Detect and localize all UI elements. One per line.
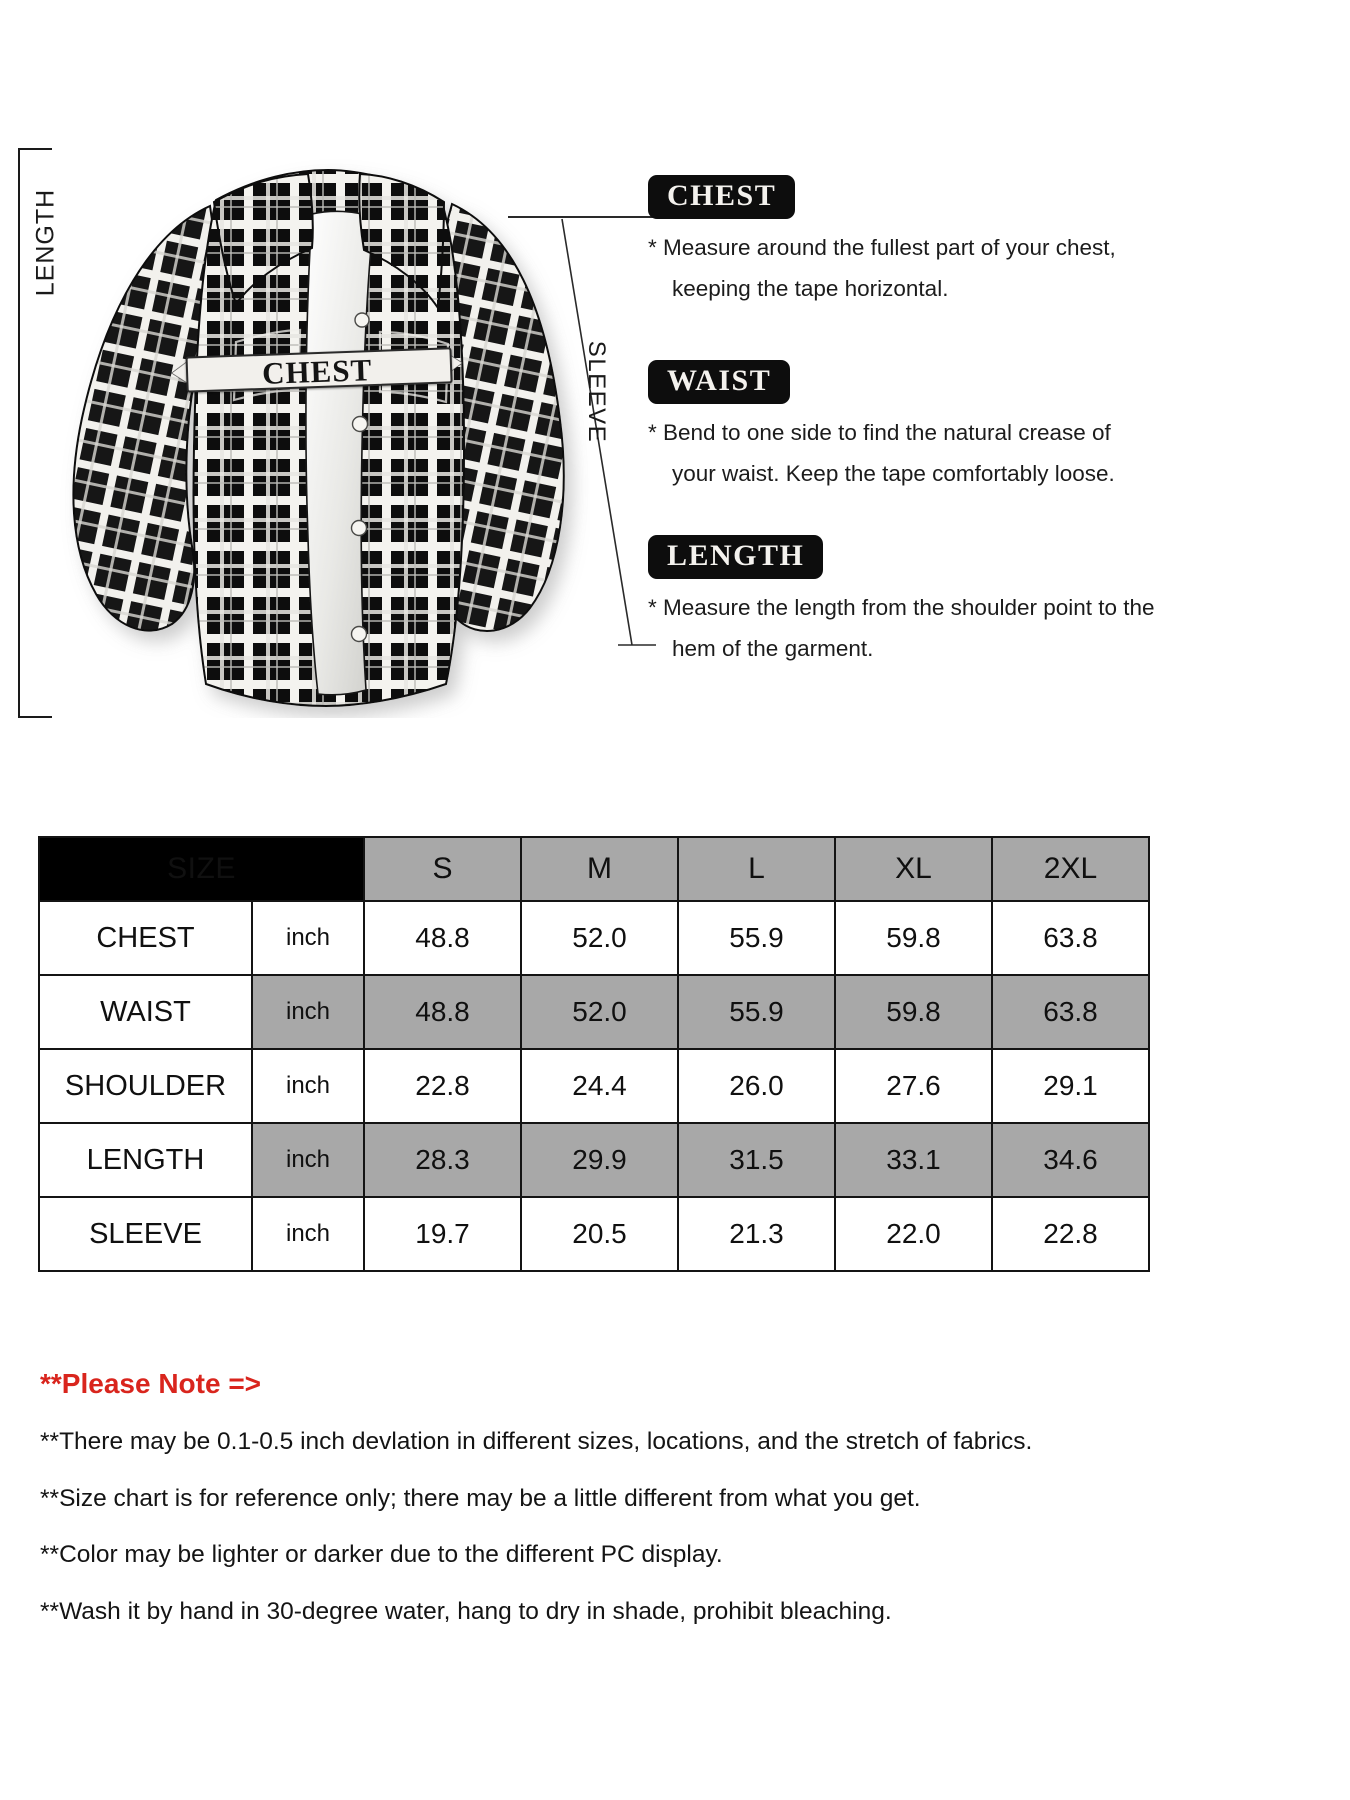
- cell-chest-2xl: 63.8: [992, 901, 1149, 975]
- cell-chest-s: 48.8: [364, 901, 521, 975]
- measure-block-chest: [648, 175, 1116, 310]
- cell-chest-l: 55.9: [678, 901, 835, 975]
- chest-instruction: [648, 227, 1116, 310]
- note-line-color: **Color may be lighter or darker due to the different PC display.: [40, 1541, 723, 1568]
- cell-shoulder-2xl: 29.1: [992, 1049, 1149, 1123]
- note-line-wash-care: **Wash it by hand in 30-degree water, hang to dry in shade, prohibit bleaching.: [40, 1597, 892, 1625]
- header-size-xl: XL: [835, 837, 992, 901]
- length-tag: LENGTH: [648, 535, 823, 579]
- chest-tape-label: CHEST: [261, 352, 373, 391]
- table-row: [39, 1123, 1149, 1197]
- length-axis-label: LENGTH: [31, 188, 60, 297]
- length-caliper-top-tick: [18, 148, 52, 150]
- row-unit-shoulder: inch: [252, 1049, 364, 1123]
- header-size-2xl: 2XL: [992, 837, 1149, 901]
- cell-sleeve-l: 21.3: [678, 1197, 835, 1271]
- cell-chest-m: 52.0: [521, 901, 678, 975]
- cell-sleeve-s: 19.7: [364, 1197, 521, 1271]
- cell-length-2xl: 34.6: [992, 1123, 1149, 1197]
- size-chart-table: [38, 836, 1150, 1272]
- cell-shoulder-l: 26.0: [678, 1049, 835, 1123]
- length-instruction-line1: * Measure the length from the shoulder point to the: [648, 594, 1155, 620]
- table-row: [39, 1197, 1149, 1271]
- cell-sleeve-2xl: 22.8: [992, 1197, 1149, 1271]
- cell-sleeve-m: 20.5: [521, 1197, 678, 1271]
- row-label-length: LENGTH: [39, 1123, 252, 1197]
- row-unit-length: inch: [252, 1123, 364, 1197]
- measurement-diagram: [0, 0, 1350, 760]
- row-label-sleeve: SLEEVE: [39, 1197, 252, 1271]
- cell-length-s: 28.3: [364, 1123, 521, 1197]
- cell-shoulder-s: 22.8: [364, 1049, 521, 1123]
- header-size: SIZE: [39, 837, 364, 901]
- length-instruction: [648, 587, 1155, 670]
- chest-tag: CHEST: [648, 175, 795, 219]
- header-size-l: L: [678, 837, 835, 901]
- length-caliper-bottom-tick: [18, 716, 52, 718]
- sleeve-axis-label: SLEEVE: [583, 340, 611, 444]
- header-size-s: S: [364, 837, 521, 901]
- row-unit-waist: inch: [252, 975, 364, 1049]
- cell-waist-2xl: 63.8: [992, 975, 1149, 1049]
- waist-instruction-line2: your waist. Keep the tape comfortably loose.: [672, 461, 1115, 487]
- cell-waist-l: 55.9: [678, 975, 835, 1049]
- chest-instruction-line2: keeping the tape horizontal.: [672, 276, 949, 302]
- cell-length-l: 31.5: [678, 1123, 835, 1197]
- waist-instruction: [648, 412, 1115, 495]
- row-unit-sleeve: inch: [252, 1197, 364, 1271]
- cell-length-xl: 33.1: [835, 1123, 992, 1197]
- table-row: [39, 901, 1149, 975]
- cell-waist-xl: 59.8: [835, 975, 992, 1049]
- table-header-row: [39, 837, 1149, 901]
- row-label-shoulder: SHOULDER: [39, 1049, 252, 1123]
- measure-block-waist: [648, 360, 1115, 495]
- row-unit-chest: inch: [252, 901, 364, 975]
- measure-block-length: [648, 535, 1155, 670]
- cell-shoulder-xl: 27.6: [835, 1049, 992, 1123]
- note-line-reference: **Size chart is for reference only; there may be a little different from what you get.: [40, 1484, 921, 1512]
- row-label-chest: CHEST: [39, 901, 252, 975]
- cell-length-m: 29.9: [521, 1123, 678, 1197]
- note-line-deviation: **There may be 0.1-0.5 inch devlation in different sizes, locations, and the stretch of fabrics.: [40, 1428, 1033, 1455]
- cell-waist-s: 48.8: [364, 975, 521, 1049]
- chest-instruction-line1: * Measure around the fullest part of your chest,: [648, 234, 1116, 260]
- table-row: [39, 975, 1149, 1049]
- cell-waist-m: 52.0: [521, 975, 678, 1049]
- length-instruction-line2: hem of the garment.: [672, 636, 874, 662]
- please-note-section: [40, 1368, 1310, 1656]
- row-label-waist: WAIST: [39, 975, 252, 1049]
- table-row: [39, 1049, 1149, 1123]
- header-size-m: M: [521, 837, 678, 901]
- cell-sleeve-xl: 22.0: [835, 1197, 992, 1271]
- cell-shoulder-m: 24.4: [521, 1049, 678, 1123]
- cell-chest-xl: 59.8: [835, 901, 992, 975]
- waist-tag: WAIST: [648, 360, 790, 404]
- please-note-title: **Please Note =>: [40, 1368, 262, 1399]
- waist-instruction-line1: * Bend to one side to find the natural crease of: [648, 419, 1111, 445]
